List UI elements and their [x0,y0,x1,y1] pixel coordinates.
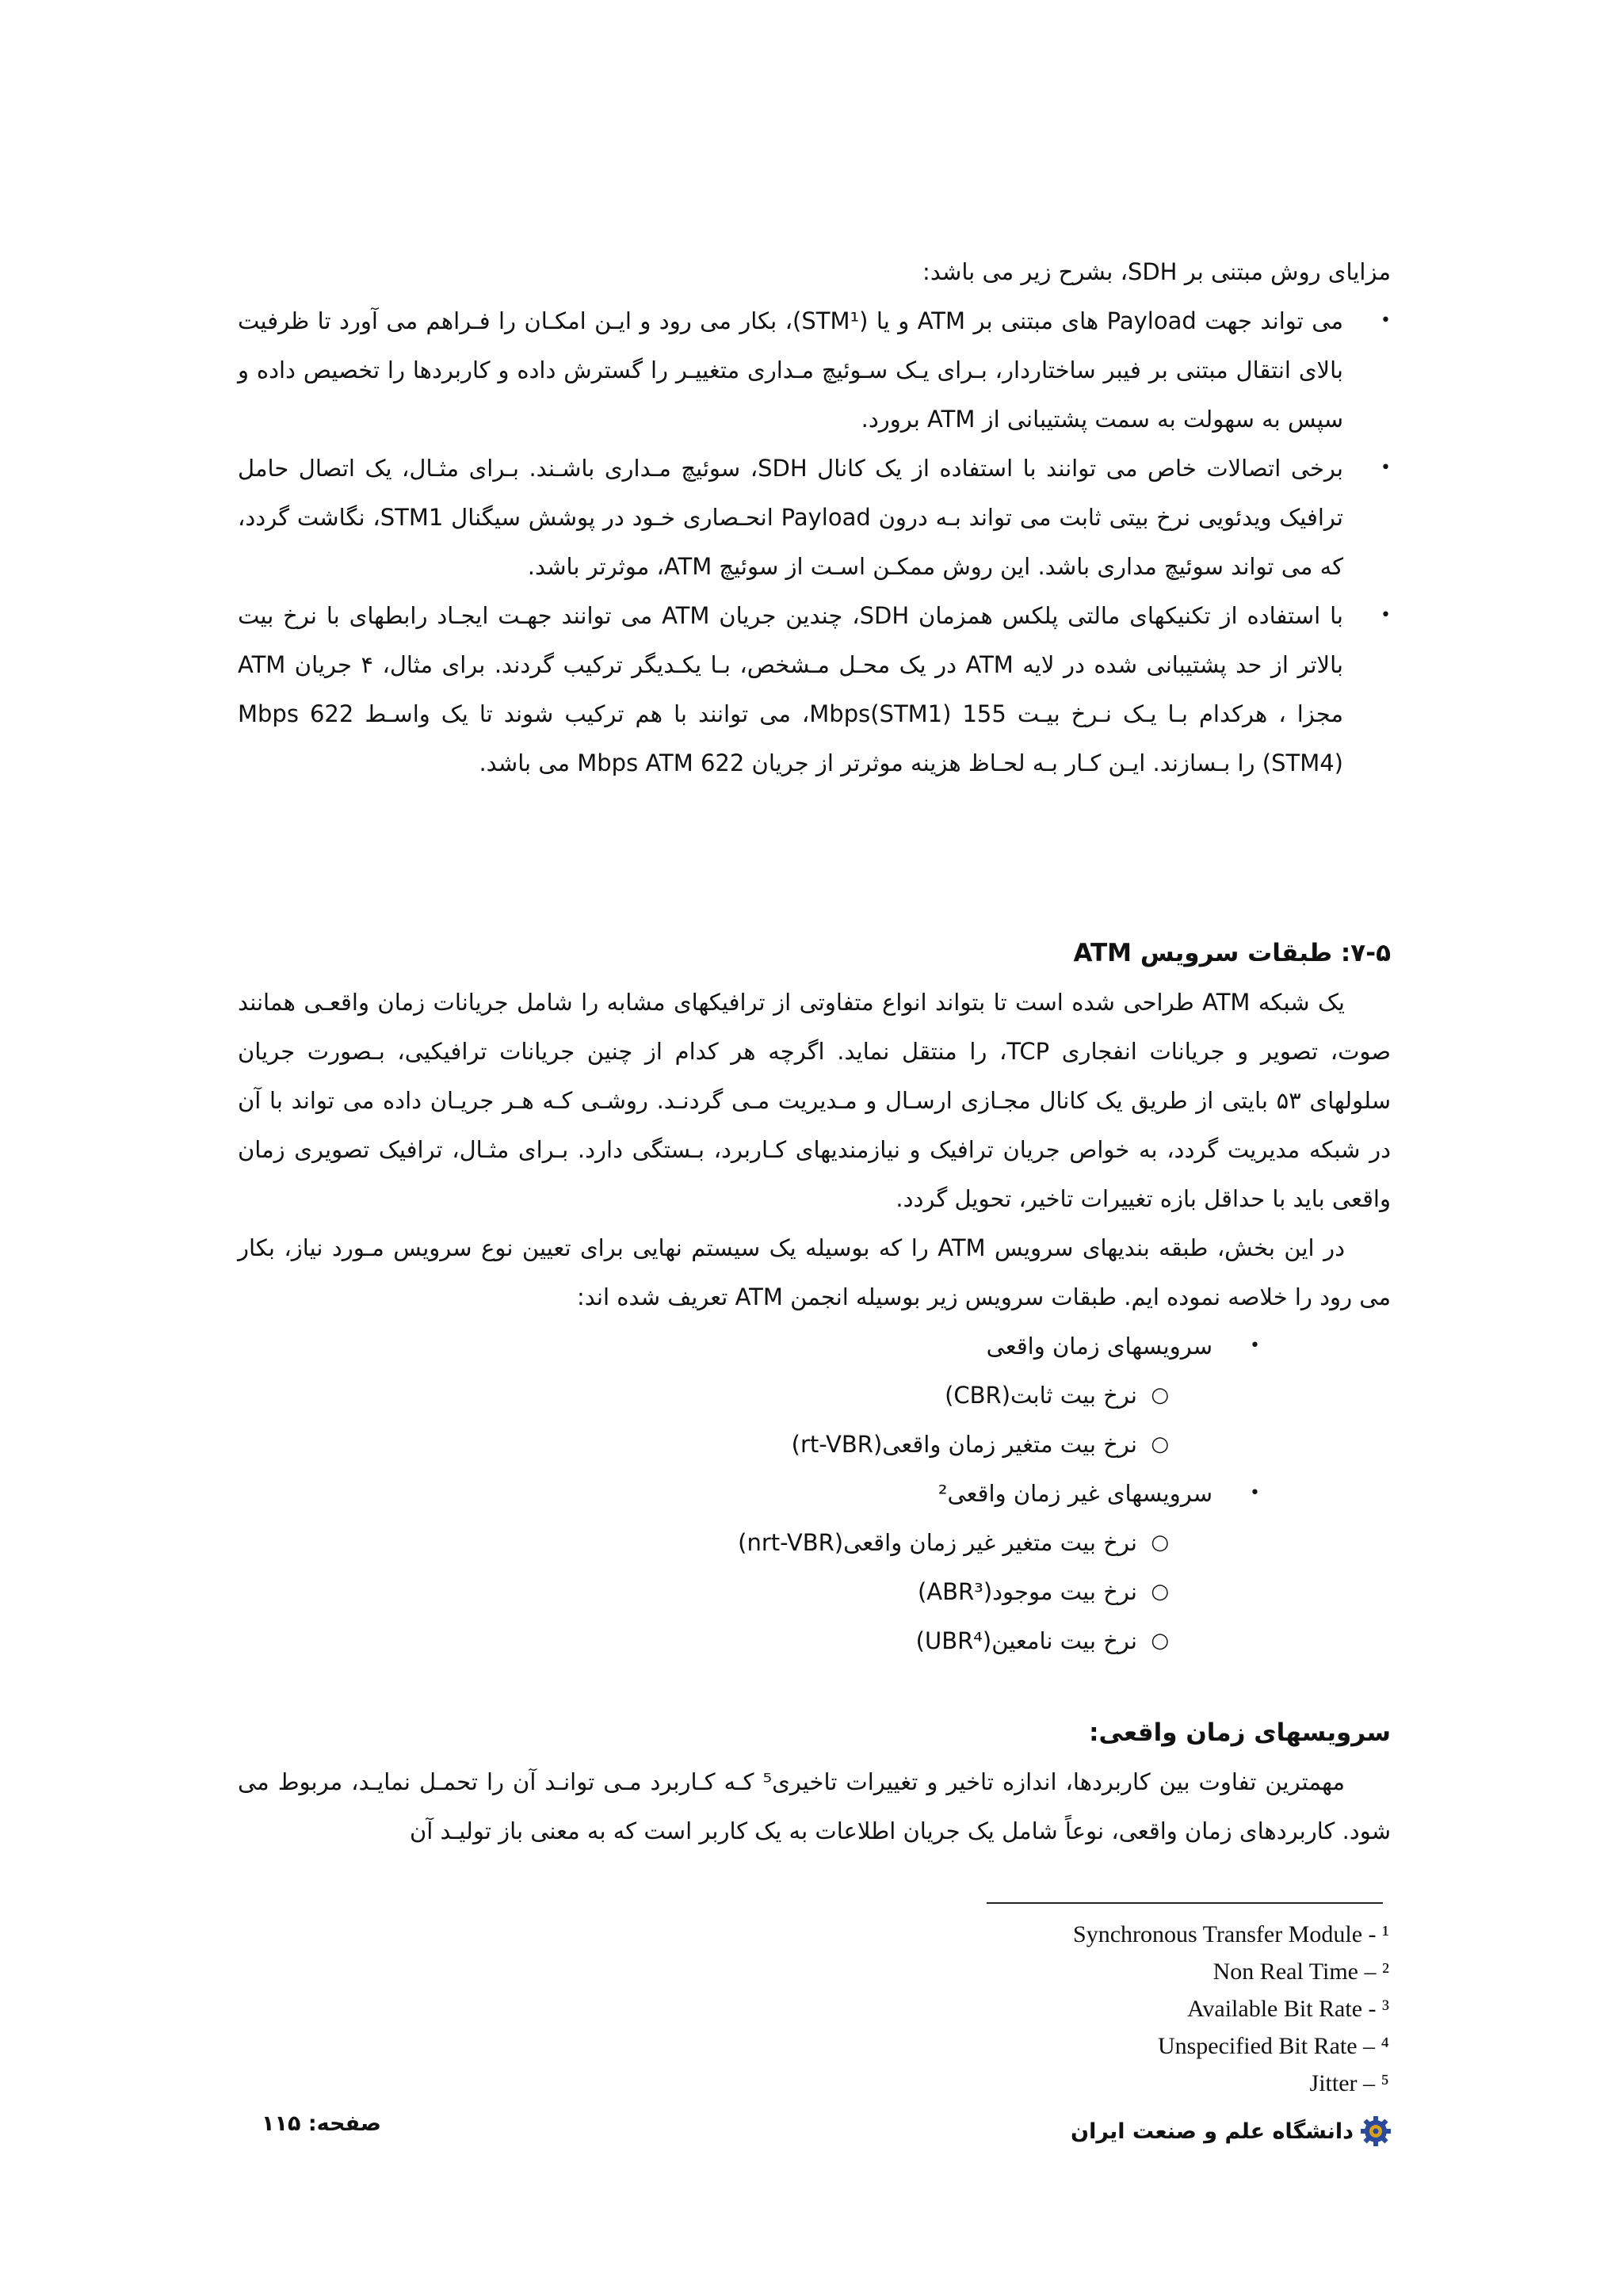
list-item [238,1616,1391,1665]
sdh-advantages-list [238,296,1391,788]
footer-university [1071,2111,1392,2151]
list-item [238,1322,1391,1371]
service-class-nrt-vbr: نرخ بیت متغیر غیر زمان واقعی(nrt-VBR) [738,1529,1137,1556]
circle-bullet-icon: ○ [1151,1432,1169,1456]
section-heading: ۷-۵: طبقات سرویس ATM [1073,939,1391,967]
service-class-abr: نرخ بیت موجود(ABR³) [917,1578,1137,1605]
list-item [238,1420,1391,1469]
footnotes [834,1916,1389,2102]
non-realtime-services-label: سرویسهای غیر زمان واقعی² [938,1480,1212,1507]
list-item [238,591,1391,788]
atm-service-classes-section [238,929,1391,1665]
service-class-ubr: نرخ بیت نامعین(UBR⁴) [915,1627,1137,1654]
bullet-icon: • [1250,1483,1260,1503]
list-item-text: می تواند جهت Payload های مبتنی بر ATM و یا (STM¹)، بکار می رود و ایـن امکـان را فـراهم می آورد تا ظرفیت بالای انتقال مبتنی بر فیبر ساختاردار، بـرای یـک سـوئیچ مـداری متغییـر را گسترش داده و کاربردها را تخصیص داده و سپس به سهولت به سمت پشتیبانی از ATM برورد. [238,307,1343,433]
subsection-heading: سرویسهای زمان واقعی: [1089,1718,1391,1747]
paragraph: مهمترین تفاوت بین کاربردها، اندازه تاخیر و تغییرات تاخیری⁵ کـه کـاربرد مـی توانـد آن را تحمـل نمایـد، مربوط می شود. کاربردهای زمان واقعی، نوعاً شامل یک جریان اطلاعات به یک کاربر است که به معنی باز تولیـد آن [238,1768,1391,1844]
service-classes-list [238,1322,1391,1665]
paragraph: در این بخش، طبقه بندیهای سرویس ATM را که بوسیله یک سیستم نهایی برای تعیین نوع سرویس مـورد نیاز، بکار می رود را خلاصه نموده ایم. طبقات سرویس زیر بوسیله انجمن ATM تعریف شده اند: [238,1234,1391,1310]
bullet-icon: • [1381,605,1391,625]
footnote-3: Available Bit Rate - ³ [1186,1996,1389,2022]
footnote-1: Synchronous Transfer Module - ¹ [1073,1921,1389,1947]
list-item [238,1469,1391,1518]
bullet-icon: • [1250,1336,1260,1356]
page-number: صفحه: ۱۱۵ [262,2111,382,2136]
service-class-cbr: نرخ بیت ثابت(CBR) [945,1382,1137,1409]
sdh-advantages-section [238,247,1391,788]
bullet-icon: • [1381,311,1391,330]
bullet-icon: • [1381,458,1391,478]
realtime-services-section [238,1708,1391,1855]
circle-bullet-icon: ○ [1151,1383,1169,1407]
university-gear-icon [1360,2115,1392,2147]
list-item-text: با استفاده از تکنیکهای مالتی پلکس همزمان SDH، چندین جریان ATM می توانند جهـت ایجـاد رابطهای با نرخ بیت بالاتر از حد پشتیبانی شده در لایه ATM در یک محـل مـشخص، بـا یکـدیگر ترکیب گردند. برای مثال، ۴ جریان ATM مجزا ، هرکدام بـا یـک نـرخ بیـت 155 Mbps(STM1)، می توانند با هم ترکیب شوند تا یک واسـط 622 Mbps (STM4) را بـسازند. ایـن کـار بـه لحـاظ هزینه موثرتر از جریان 622 Mbps ATM می باشد. [238,602,1344,776]
paragraph: یک شبکه ATM طراحی شده است تا بتواند انواع متفاوتی از ترافیکهای مشابه را شامل جریانات زمان واقعـی همانند صوت، تصویر و جریانات انفجاری TCP، را منتقل نماید. اگرچه هر کدام از چنین جریانات ترافیکیی، بـصورت جریان سلولهای ۵۳ بایتی از طریق یک کانال مجـازی ارسـال و مـدیریت مـی گردنـد. روشـی کـه هـر جریـان داده می تواند با آن در شبکه مدیریت گردد، به خواص جریان ترافیک و نیازمندیهای کـاربرد، بـستگی دارد. بـرای مثـال، ترافیک تصویری زمان واقعی باید با حداقل بازه تغییرات تاخیر، تحویل گردد. [238,989,1391,1212]
footnote-4: Unspecified Bit Rate – ⁴ [1157,2033,1389,2059]
list-item-text: برخی اتصالات خاص می توانند با استفاده از یک کانال SDH، سوئیچ مـداری باشـند. بـرای مثـال، یک اتصال حامل ترافیک ویدئویی نرخ بیتی ثابت می تواند بـه درون Payload انحـصاری خـود در پوشش سیگنال STM1، نگاشت گردد، که می تواند سوئیچ مداری باشد. این روش ممکـن اسـت از سوئیچ ATM، موثرتر باشد. [238,455,1343,580]
intro-line: مزایای روش مبتنی بر SDH، بشرح زیر می باشد: [922,258,1391,285]
list-item [238,1371,1391,1420]
realtime-services-label: سرویسهای زمان واقعی [986,1333,1212,1360]
footnote-2: Non Real Time – ² [1212,1958,1389,1985]
list-item [238,296,1391,444]
service-class-rt-vbr: نرخ بیت متغیر زمان واقعی(rt-VBR) [791,1431,1137,1458]
circle-bullet-icon: ○ [1151,1629,1169,1653]
list-item [238,1518,1391,1567]
circle-bullet-icon: ○ [1151,1531,1169,1554]
footnote-divider [987,1902,1383,1904]
list-item [238,444,1391,591]
university-name: دانشگاه علم و صنعت ایران [1071,2119,1354,2144]
footnote-5: Jitter – ⁵ [1309,2070,1389,2096]
list-item [238,1567,1391,1616]
circle-bullet-icon: ○ [1151,1580,1169,1604]
